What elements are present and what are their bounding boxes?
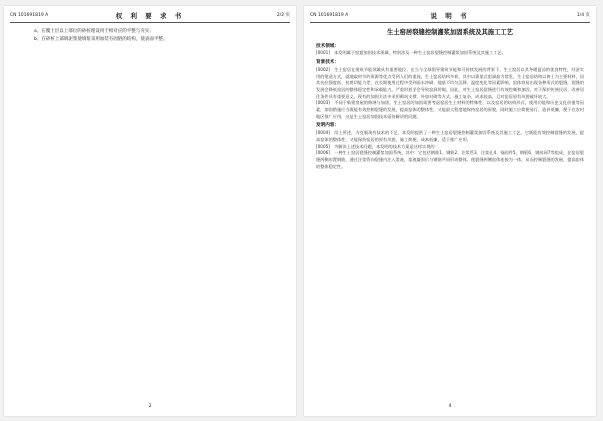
paragraph: [0004] 综上所述，为克服现有技术的不足，本发明提供了一种生土窑居裂缝控制灌浆加固系统及其施工工艺，它既能有效控制裂缝的发展，提高窑体的整体性，又能保持窑居的原有风貌，施工简便，成本低廉，适于推广应用。	[316, 130, 584, 142]
section-heading-technical-field: 技术领域：	[316, 43, 339, 49]
right-document-page	[304, 6, 596, 416]
left-publication-number: CN 101691819 A	[10, 13, 49, 18]
claim-item: b、在砂桩上部填泥浆使填浆采用加装夯固链的结构，使表面平整。	[34, 36, 168, 42]
left-header-rule	[10, 22, 290, 23]
paragraph: [0006] 一种生土窑居裂缝控制灌浆加固系统，其中：它包括钢筋1、钢筋2、注浆管3、注浆孔4、锚固件5、钢板6、钢丝网7等组成，在窑居裂缝两侧布置钢筋，通过注浆管向裂缝内注入浆液，浆液凝固后与钢筋共同形成整体，使裂缝两侧窑体连接为一体，从而控制裂缝的发展，提高窑体的整体稳定性。	[316, 150, 585, 169]
right-page-number: 4	[448, 404, 452, 409]
paragraph: [0001] 本发明属于窑窟加固技术领域，特别涉及一种生土窑居裂缝控制灌浆加固系统及其施工工艺。	[316, 50, 506, 56]
left-page-counter: 2/2 页	[276, 13, 290, 18]
right-page-counter: 1/4 页	[576, 13, 590, 18]
claim-item: a、在覆土层以上部位的砂桩埋设用于相对应的平整与夯实；	[34, 29, 154, 34]
paragraph: [0005] 为解决上述技术问题，本发明的技术方案是这样实现的：	[316, 143, 439, 149]
left-document-page	[4, 6, 296, 416]
right-header-title: 说 明 书	[430, 12, 470, 20]
left-page-number: 2	[148, 404, 152, 409]
right-page-header	[304, 10, 596, 22]
section-heading-background: 背景技术：	[316, 60, 339, 66]
paragraph: [0003] 不同于新建房屋的修缮与加固，生土窑居的加固需要考虑窑居生土材料的特殊性，以及窑居的结构形式、使用功能和历史文化价值等因素，加固措施应当既能有效控制裂缝的发展，提高窑体的整体性，又能最大程度地保持窑居的原貌，同时施工应简便易行、造价低廉，便于在农村地区推广应用，这是生土窑居加固技术亟待解决的问题。	[316, 100, 585, 119]
paragraph: [0002] 生土窑居在建筑节能领域具有重要地位。在当今全球倡导建筑节能和可持续发展的背景下，生土窑居以其冬暖夏凉的优良特性，经济实用的建造方式，就地取材节约资源等优点受到人们的重视。生土窑居结构多样，其中以靠崖式窑洞最为常见，生土窑居结构以黄土为主要材料，因其抗拉强度低、抗剪切能力差，在长期使用过程中受到雨水冲刷、地基不均匀沉降、温度变化等因素影响，窑体容易出现各种形式的裂缝，裂缝的发展会降低窑居的整体稳定性和承载能力，严重时甚至会导致窑洞坍塌。因此，对生土窑居裂缝进行有效控制和加固，对于保护传统民居、改善居住条件具有重要意义。现有的加固方法多采用砌筑支撑、外加衬砌等方式，施工复杂，成本较高，且对窑居原有风貌破坏较大。	[316, 66, 585, 99]
left-header-title: 权 利 要 求 书	[115, 12, 185, 20]
claims-text	[34, 28, 282, 43]
left-page-header	[4, 10, 296, 22]
right-publication-number: CN 101691819 A	[310, 13, 349, 18]
description-body	[316, 26, 584, 170]
section-heading-summary: 发明内容：	[316, 123, 339, 129]
right-header-rule	[310, 22, 590, 23]
document-title: 生土窑居裂缝控制灌浆加固系统及其施工工艺	[387, 29, 513, 36]
